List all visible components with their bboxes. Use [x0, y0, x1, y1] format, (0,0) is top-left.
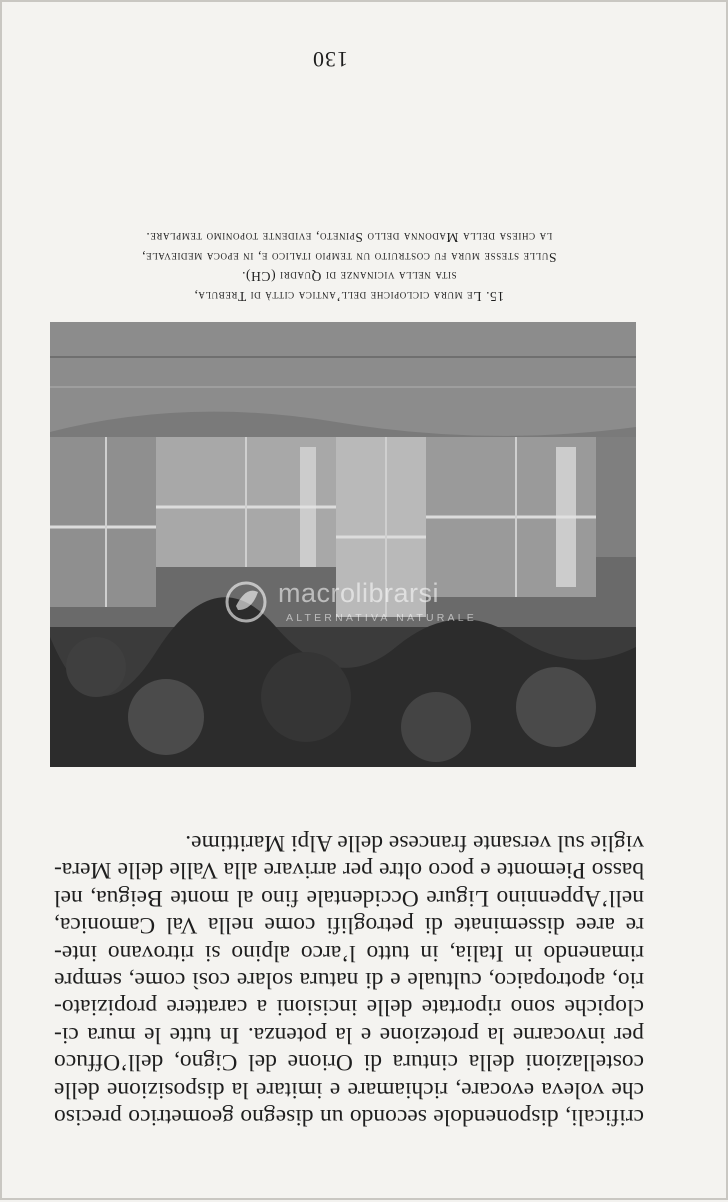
body-line: che voleva evocare, richiamare e imitare la disposizione delle: [54, 1076, 644, 1103]
watermark: [224, 576, 524, 632]
figure-caption: [54, 228, 644, 306]
caption-line: 15. Le mura ciclopiche dell’antica città di Trebula,: [193, 289, 505, 304]
photo-illustration: [50, 322, 636, 767]
body-text: [54, 829, 644, 1130]
caption-line: la chiesa della Madonna dello Spineto, evidente toponimo templare.: [145, 230, 553, 246]
page-number: 130: [312, 47, 348, 72]
body-line: crificali, disponendole secondo un disegno geometrico preciso: [54, 1104, 644, 1130]
photo-cyclopean-walls: [50, 322, 636, 767]
caption-line: sita nella vicinanze di Quadri (CH).: [241, 269, 457, 285]
body-line: re aree disseminate di petroglifi come nella Val Camonica,: [54, 912, 644, 939]
body-line: rimanendo in Italia, in tutto l’arco alpino si ritrovano inte-: [54, 939, 644, 966]
watermark-brand: macrolibrarsi: [278, 578, 440, 608]
leaf-logo-icon: [224, 580, 268, 624]
body-line: basso Piemonte e poco oltre per arrivare alla Valle delle Mera-: [54, 857, 644, 884]
body-line: clopiche sono riportate delle incisioni a carattere propiziato-: [54, 994, 644, 1021]
caption-line: Sulle stesse mura fu costruito un tempio italico e, in epoca medievale,: [141, 250, 557, 265]
body-line: viglie sul versante francese delle Alpi Marittime.: [185, 829, 644, 856]
body-line: costellazioni della cintura di Orione del Cigno, dell’Offuco: [54, 1049, 644, 1076]
body-line: per invocarne la protezione e la potenza. In tutte le mura ci-: [54, 1021, 644, 1048]
body-line: rio, apotropaico, cultuale e di natura solare così come, sempre: [54, 966, 644, 993]
body-line: nell’Appennino Ligure Occidentale fino al monte Beigua, nel: [54, 884, 644, 911]
watermark-tagline: ALTERNATIVA NATURALE: [286, 612, 477, 624]
